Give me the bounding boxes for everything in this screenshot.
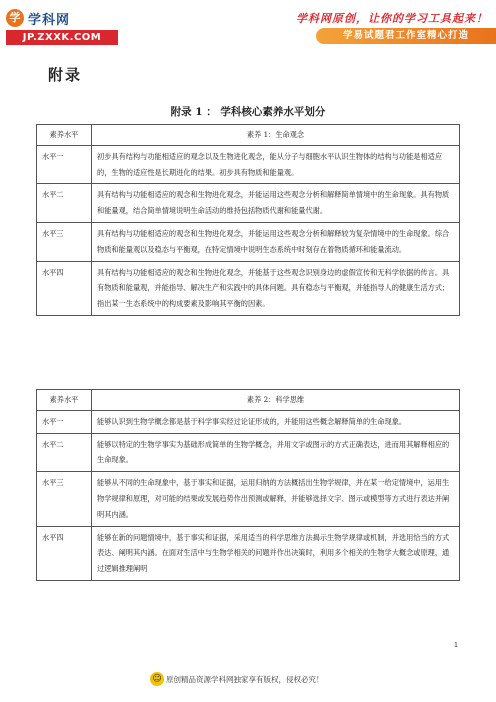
table-header-literacy: 素养 1：生命观念	[92, 125, 460, 146]
description-cell: 具有结构与功能相适应的观念和生物进化观念，并能运用这些观念分析和解释较为复杂情境中的生命现象。综合物质和能量观以及稳态与平衡观，在特定情境中说明生态系统中时刻存在着物质循环和能量流动。	[92, 222, 460, 261]
page-number: 1	[454, 642, 458, 649]
smiley-icon: ☺	[150, 672, 164, 686]
level-cell: 水平一	[37, 145, 92, 184]
description-cell: 具有结构与功能相适应的观念和生物进化观念，并能基于这些观念识别身边的虚假宣传和无科学依据的传言。具有物质和能量观，并能指导、解决生产和实践中的具体问题。具有稳态与平衡观，并能指导人的健康生活方式；指出某一生态系统中的构成要素及影响其平衡的因素。	[92, 261, 460, 315]
table-row	[37, 184, 460, 223]
table-row	[37, 145, 460, 184]
level-cell: 水平一	[37, 410, 92, 433]
literacy-table-2	[36, 389, 460, 581]
page-footer	[150, 672, 324, 686]
brand-banner	[316, 28, 496, 44]
copyright-notice: 原创精品资源学科网独家享有版权，侵权必究！	[166, 674, 324, 684]
table-row	[37, 526, 460, 580]
description-cell: 能够在新的问题情境中，基于事实和证据，采用适当的科学思维方法揭示生物学规律或机制，并选用恰当的方式表达、阐明其内涵。在面对生活中与生物学相关的问题并作出决策时，利用多个相关的生物学大概念或原理，通过逻辑推理阐明	[92, 526, 460, 580]
logo-mark-icon: 学	[6, 9, 24, 27]
logo-name: 学科网	[28, 12, 71, 28]
table-row	[37, 410, 460, 433]
header-slogan: 学科网原创，让你的学习工具起来！	[296, 12, 488, 25]
site-logo[interactable]	[6, 8, 122, 48]
page-title: 附录	[48, 66, 83, 84]
description-cell: 能够以特定的生物学事实为基础形成简单的生物学概念，并用文字或图示的方式正确表达，进而用其解释相应的生命现象。	[92, 433, 460, 472]
level-cell: 水平二	[37, 433, 92, 472]
description-cell: 能够从不同的生命现象中，基于事实和证据，运用归纳的方法概括出生物学规律，并在某一给定情境中，运用生物学规律和原理，对可能的结果或发展趋势作出预测或解释，并能够选择文字、图示或模型等方式进行表达并阐明其内涵。	[92, 472, 460, 526]
table-row	[37, 433, 460, 472]
table-row	[37, 472, 460, 526]
page-header	[0, 0, 496, 56]
level-cell: 水平三	[37, 472, 92, 526]
table-row	[37, 222, 460, 261]
table-header-level: 素养水平	[37, 390, 92, 411]
description-cell: 初步具有结构与功能相适应的观念以及生物进化观念，能从分子与细胞水平认识生物体的结构与功能是相适应的，生物的适应性是长期进化的结果。初步具有物质和能量观。	[92, 145, 460, 184]
brand-banner-text: 学易试题君工作室精心打造	[342, 30, 469, 41]
logo-url: JP.ZXXK.COM	[6, 30, 118, 45]
level-cell: 水平四	[37, 261, 92, 315]
description-cell: 能够认识到生物学概念都是基于科学事实经过论证形成的，并能用这些概念解释简单的生命现象。	[92, 410, 460, 433]
literacy-table-1	[36, 124, 460, 316]
level-cell: 水平三	[37, 222, 92, 261]
level-cell: 水平二	[37, 184, 92, 223]
table-header-level: 素养水平	[37, 125, 92, 146]
table-header-row	[37, 125, 460, 146]
table-header-row	[37, 390, 460, 411]
table-row	[37, 261, 460, 315]
description-cell: 具有结构与功能相适应的观念和生物进化观念，并能运用这些观念分析和解释简单情境中的生命现象。具有物质和能量观，结合简单情境说明生命活动的维持包括物质代谢和能量代谢。	[92, 184, 460, 223]
level-cell: 水平四	[37, 526, 92, 580]
table-title: 附录 1 ： 学科核心素养水平划分	[170, 106, 326, 118]
table-header-literacy: 素养 2：科学思维	[92, 390, 460, 411]
